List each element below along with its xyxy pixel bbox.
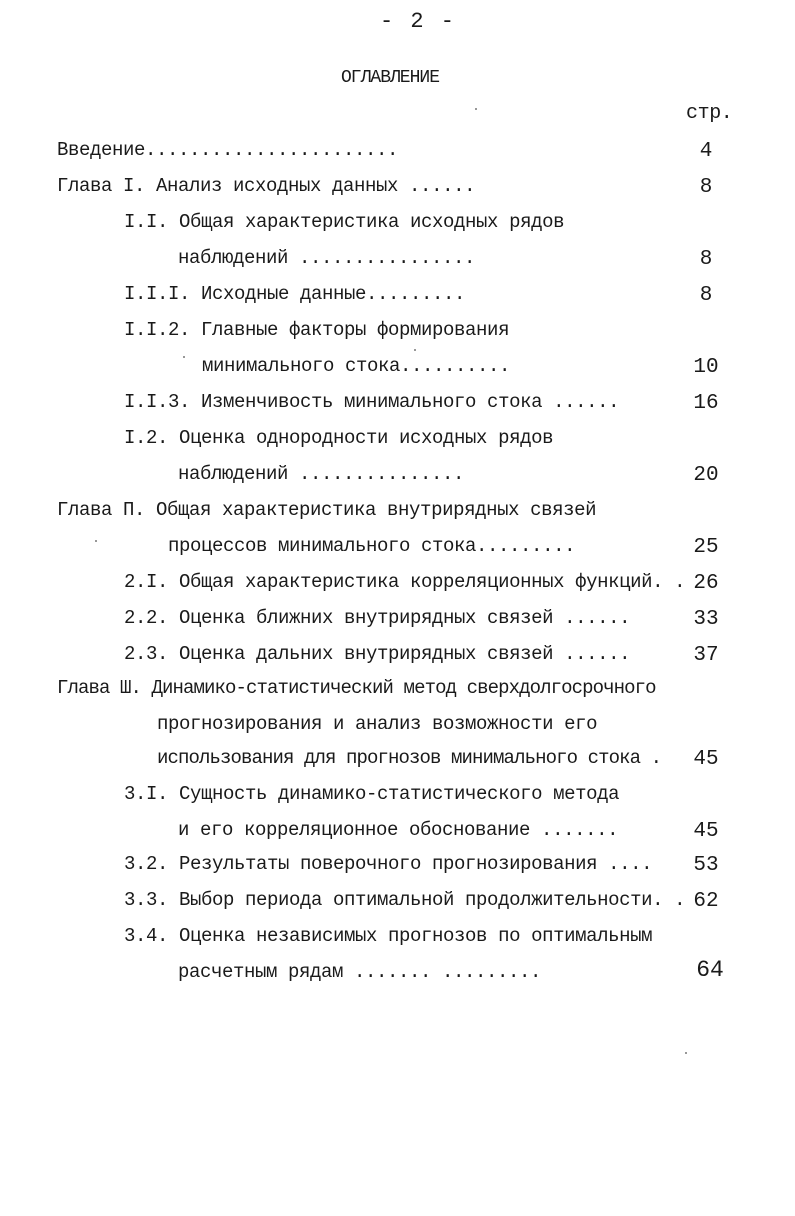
toc-entry-chapter-2-line-1: Глава П. Общая характеристика внутрирядных связей	[57, 499, 597, 521]
scan-speck	[183, 356, 185, 358]
toc-page-1-1-2: 10	[693, 356, 719, 379]
toc-page-2-3: 37	[693, 644, 719, 667]
toc-entry-chapter-3-line-2: прогнозирования и анализ возможности его	[157, 713, 598, 735]
toc-entry-1-2-line-1: I.2. Оценка однородности исходных рядов	[124, 427, 554, 449]
toc-entry-1-1-line-2: наблюдений ................	[178, 247, 476, 269]
toc-entry-3-1-line-1: 3.I. Сущность динамико-статистического метода	[124, 783, 620, 805]
toc-page-3-3: 62	[693, 890, 719, 913]
toc-page-1-1-3: 16	[693, 392, 719, 415]
toc-entry-1-1-1: I.I.I. Исходные данные.........	[124, 283, 466, 305]
toc-page-1-1: 8	[699, 248, 713, 271]
toc-entry-3-2: 3.2. Результаты поверочного прогнозирования ....	[124, 853, 653, 875]
toc-entry-2-3: 2.3. Оценка дальних внутрирядных связей ......	[124, 643, 631, 665]
scan-speck	[685, 1052, 687, 1054]
scan-speck	[475, 108, 477, 110]
toc-page-3-2: 53	[693, 854, 719, 877]
toc-title: ОГЛАВЛЕНИЕ	[341, 68, 440, 88]
toc-page-3-1: 45	[693, 820, 719, 843]
toc-entry-introduction: Введение.......................	[57, 139, 399, 161]
toc-entry-3-4-line-1: 3.4. Оценка независимых прогнозов по оптимальным	[124, 925, 653, 947]
scan-speck	[414, 349, 416, 351]
toc-entry-chapter-1: Глава I. Анализ исходных данных ......	[57, 175, 476, 197]
toc-page-chapter-3: 45	[693, 748, 719, 771]
toc-page-introduction: 4	[699, 140, 713, 163]
toc-entry-chapter-3-line-3: использования для прогнозов минимального стока .	[157, 747, 662, 769]
toc-page-2-1: 26	[693, 572, 719, 595]
toc-entry-2-1: 2.I. Общая характеристика корреляционных функций. .	[124, 571, 686, 593]
toc-entry-3-3: 3.3. Выбор периода оптимальной продолжительности. .	[124, 889, 686, 911]
toc-page-chapter-2: 25	[693, 536, 719, 559]
toc-entry-chapter-3-line-1: Глава Ш. Динамико-статистический метод сверхдолгосрочного	[57, 677, 656, 699]
toc-entry-1-1-line-1: I.I. Общая характеристика исходных рядов	[124, 211, 565, 233]
toc-page-chapter-1: 8	[699, 176, 713, 199]
toc-entry-1-2-line-2: наблюдений ...............	[178, 463, 465, 485]
toc-page-2-2: 33	[693, 608, 719, 631]
scan-speck	[95, 540, 97, 542]
toc-page-1-2: 20	[693, 464, 719, 487]
toc-entry-3-4-line-2: расчетным рядам ....... .........	[178, 961, 542, 983]
toc-entry-chapter-2-line-2: процессов минимального стока.........	[168, 535, 576, 557]
page-column-label: стр.	[686, 102, 733, 125]
toc-entry-1-1-2-line-2: минимального стока..........	[202, 355, 511, 377]
toc-entry-1-1-2-line-1: I.I.2. Главные факторы формирования	[124, 319, 510, 341]
toc-entry-3-1-line-2: и его корреляционное обоснование .......	[178, 819, 619, 841]
page-number: - 2 -	[380, 9, 457, 34]
toc-page-3-4: 64	[696, 957, 724, 983]
toc-entry-2-2: 2.2. Оценка ближних внутрирядных связей ......	[124, 607, 631, 629]
toc-page-1-1-1: 8	[699, 284, 713, 307]
toc-entry-1-1-3: I.I.3. Изменчивость минимального стока ......	[124, 391, 620, 413]
